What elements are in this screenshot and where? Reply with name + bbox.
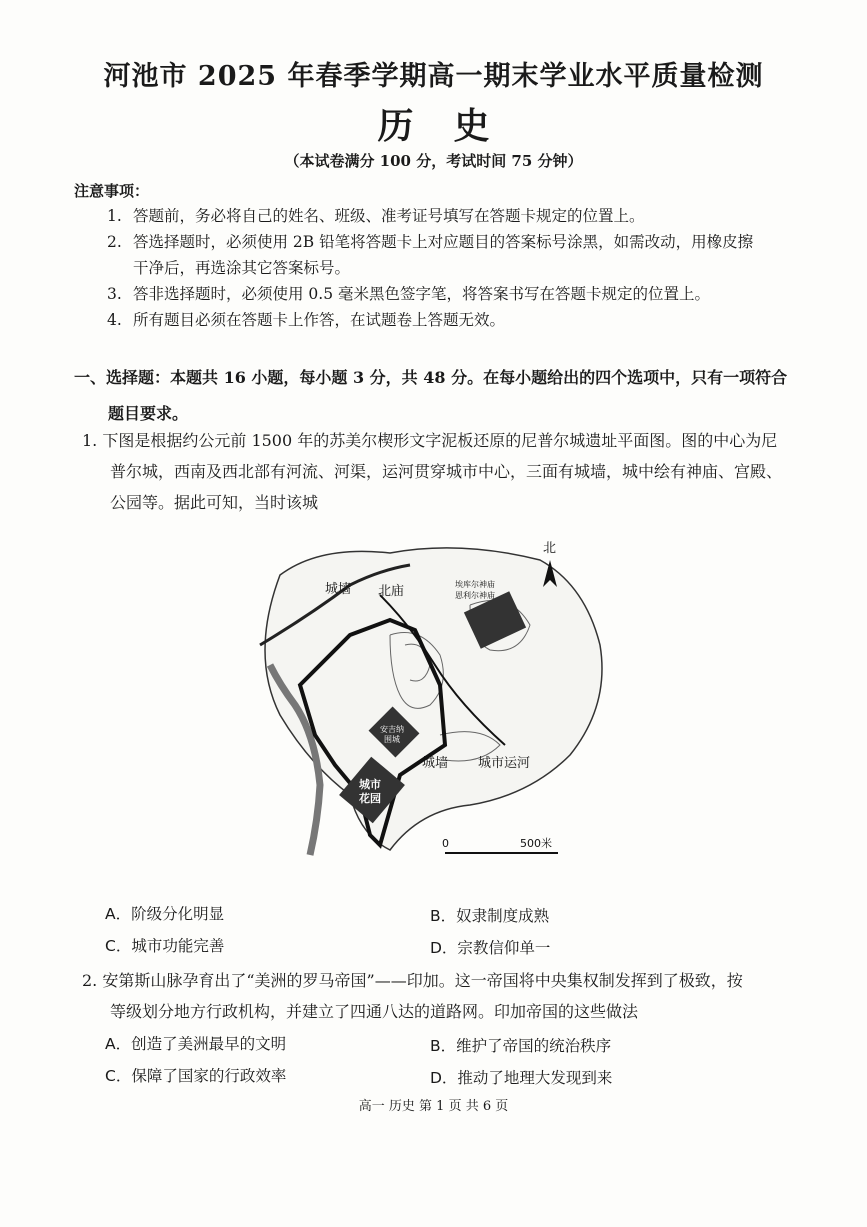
- map-scale-zero: 0: [442, 837, 449, 850]
- section-heading-line: 一、选择题：本题共 16 小题，每小题 3 分，共 48 分。在每小题给出的四个选项中，只有一项符合: [74, 368, 788, 387]
- question-1-stem: [82, 425, 812, 518]
- map-label-anna-2: 围城: [384, 735, 400, 744]
- q1-option-b: B．奴隶制度成熟: [430, 907, 550, 925]
- section-heading-line: 题目要求。: [108, 404, 189, 423]
- map-north-label: 北: [543, 541, 557, 556]
- question-line: 普尔城，西南及西北部有河流、河渠，运河贯穿城市中心，三面有城墙，城中绘有神庙、宫殿、: [110, 462, 783, 481]
- q2-option-d: D．推动了地理大发现到来: [430, 1069, 613, 1087]
- map-label-wall-s: 城墙: [422, 756, 449, 771]
- notice-item-number: 4.: [107, 311, 122, 329]
- map-label-garden-1: 城市: [359, 778, 381, 791]
- question-line: 1. 下图是根据约公元前 1500 年的苏美尔楔形文字泥板还原的尼普尔城遗址平面图。图的中心为尼: [82, 431, 778, 450]
- question-line: 等级划分地方行政机构，并建立了四通八达的道路网。印加帝国的这些做法: [110, 1002, 639, 1021]
- exam-info: （本试卷满分 100 分，考试时间 75 分钟）: [284, 152, 583, 170]
- question-line: 公园等。据此可知，当时该城: [110, 493, 319, 512]
- map-label-north-temple: 北庙: [378, 584, 405, 599]
- notice-item-number: 1.: [107, 207, 122, 225]
- question-line: 2. 安第斯山脉孕育出了“美洲的罗马帝国”——印加。这一帝国将中央集权制发挥到了极致，按: [82, 971, 743, 990]
- subject-title: 历史: [377, 105, 530, 147]
- exam-title: 河池市 2025 年春季学期高一期末学业水平质量检测: [103, 61, 764, 92]
- q1-option-a: A．阶级分化明显: [105, 905, 225, 923]
- q2-option-c: C．保障了国家的行政效率: [105, 1067, 287, 1085]
- nippur-city-map: [240, 535, 620, 865]
- notice-item-number: 2.: [107, 233, 122, 251]
- question-2-stem: [82, 965, 812, 1027]
- q2-option-a: A．创造了美洲最早的文明: [105, 1035, 287, 1053]
- notice-item-text: 答题前，务必将自己的姓名、班级、准考证号填写在答题卡规定的位置上。: [133, 207, 645, 225]
- map-label-temple-1: 埃库尔神庙: [455, 580, 495, 589]
- notice-item-number: 3.: [107, 285, 122, 303]
- map-label-temple-2: 恩利尔神庙: [455, 591, 495, 600]
- map-label-canal: 城市运河: [478, 756, 531, 771]
- notice-item-text: 答非选择题时，必须使用 0.5 毫米黑色签字笔，将答案书写在答题卡规定的位置上。: [133, 285, 711, 303]
- notice-heading: 注意事项：: [74, 182, 150, 200]
- notice-item-text: 所有题目必须在答题卡上作答，在试题卷上答题无效。: [133, 311, 506, 329]
- page-footer: 高一 历史 第 1 页 共 6 页: [358, 1099, 509, 1114]
- q1-option-d: D．宗教信仰单一: [430, 939, 551, 957]
- map-label-garden-2: 花园: [359, 792, 381, 805]
- section-heading: [74, 360, 814, 432]
- notice-item: [107, 281, 807, 307]
- notice-item-text: 答选择题时，必须使用 2B 铅笔将答题卡上对应题目的答案标号涂黑，如需改动，用橡皮擦: [133, 233, 754, 251]
- notice-item: [107, 307, 807, 333]
- notice-item: [107, 203, 807, 229]
- map-label-wall-nw: 城墙: [325, 582, 352, 597]
- map-label-anna-1: 安吉纳: [380, 725, 404, 734]
- notice-item-continuation: 干净后，再选涂其它答案标号。: [133, 259, 351, 277]
- q2-option-b: B．维护了帝国的统治秩序: [430, 1037, 612, 1055]
- notice-item: [107, 229, 807, 255]
- map-scale-end: 500米: [520, 837, 552, 850]
- q1-option-c: C．城市功能完善: [105, 937, 225, 955]
